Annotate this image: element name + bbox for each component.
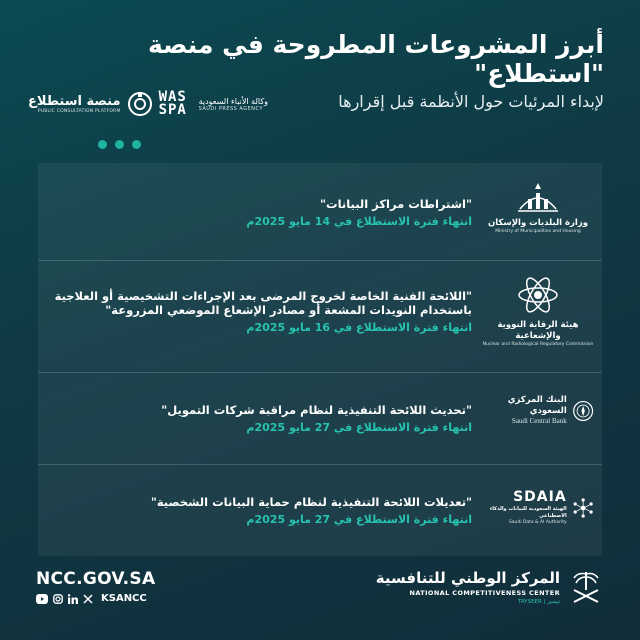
consultation-logo-ar: منصة استطلاع	[28, 94, 121, 109]
project-row	[38, 261, 602, 373]
project-row	[38, 373, 602, 465]
dot	[98, 140, 107, 149]
linkedin-icon[interactable]	[68, 594, 78, 604]
spa-logo	[159, 91, 268, 117]
dot	[115, 140, 124, 149]
org-name-en: Saudi Data & AI Authority	[508, 520, 567, 525]
x-icon[interactable]	[83, 594, 93, 604]
partner-logos	[28, 82, 268, 126]
central-bank-seal-icon	[572, 398, 594, 424]
org-nuclear-regulatory	[482, 273, 594, 348]
org-name-ar: هيئة الرقابة النووية والإشعاعية	[497, 320, 579, 341]
spa-logo-en: SAUDI PRESS AGENCY	[198, 105, 263, 112]
project-title: "اشتراطات مراكز البيانات"	[320, 197, 472, 211]
page-subtitle: لإبداء المرئيات حول الأنظمة قبل إقرارها	[338, 92, 604, 111]
social-handle[interactable]: KSANCC	[101, 593, 147, 604]
dot	[132, 140, 141, 149]
project-title: "تعديلات اللائحة التنفيذية لنظام حماية البيانات الشخصية"	[150, 495, 472, 509]
ncc-name-ar: المركز الوطني للتنافسية	[375, 569, 560, 587]
project-deadline: انتهاء فترة الاستطلاع في 27 مايو 2025م	[246, 513, 472, 526]
org-municipalities	[482, 179, 594, 235]
org-name-ar: وزارة البلديات والإسكان	[487, 218, 589, 228]
page-title: أبرز المشروعات المطروحة في منصة "استطلاع"	[147, 30, 604, 88]
social-links	[36, 593, 147, 604]
project-title: "تحديث اللائحة التنفيذية لنظام مراقبة شركات التمويل"	[161, 403, 472, 417]
youtube-icon[interactable]	[36, 594, 48, 604]
project-row	[38, 465, 602, 556]
project-deadline: انتهاء فترة الاستطلاع في 27 مايو 2025م	[246, 421, 472, 434]
instagram-icon[interactable]	[53, 594, 63, 604]
atom-emblem-icon	[516, 273, 560, 317]
data-network-icon	[572, 494, 594, 522]
ncc-tagline: TAYSEER | تيسير	[517, 599, 560, 605]
decorative-dots	[98, 140, 141, 149]
org-saudi-central-bank	[482, 395, 594, 426]
consultation-emblem-icon	[127, 91, 153, 117]
spa-wordmark: WAS SPA	[158, 89, 187, 118]
project-deadline: انتهاء فترة الاستطلاع في 16 مايو 2025م	[246, 321, 472, 334]
website-url[interactable]: NCC.GOV.SA	[36, 569, 156, 589]
palm-swords-icon	[568, 568, 604, 606]
ncc-logo	[376, 568, 604, 606]
project-deadline: انتهاء فترة الاستطلاع في 14 مايو 2025م	[246, 215, 472, 228]
org-wordmark: SDAIA	[513, 489, 567, 505]
project-title: "اللائحة الفنية الخاصة لخروج المرضى بعد الإجراءات التشخيصية أو العلاجية باستخدام النويدات المشعة أو مصادر الإشعاع الموضعي المزروعة"	[54, 289, 472, 317]
skyline-emblem-icon	[514, 179, 562, 215]
project-row	[38, 163, 602, 261]
org-name-ar: البنك المركزي السعودي	[507, 395, 567, 416]
consultation-platform-logo	[28, 91, 153, 117]
projects-panel	[38, 163, 602, 556]
ncc-name-en: NATIONAL COMPETITIVENESS CENTER	[409, 589, 560, 597]
org-name-ar: الهيئة السعودية للبيانات والذكاء الاصطناعي	[489, 506, 567, 519]
spa-logo-ar: وكالة الأنباء السعودية	[198, 96, 268, 106]
org-name-en: Saudi Central Bank	[511, 417, 567, 425]
org-name-en: Nuclear and Radiological Regulatory Commission	[482, 342, 594, 347]
consultation-logo-en: PUBLIC CONSULTATION PLATFORM	[37, 109, 121, 114]
org-sdaia	[482, 489, 594, 526]
org-name-en: Ministry of Municipalities and Housing	[495, 229, 581, 234]
